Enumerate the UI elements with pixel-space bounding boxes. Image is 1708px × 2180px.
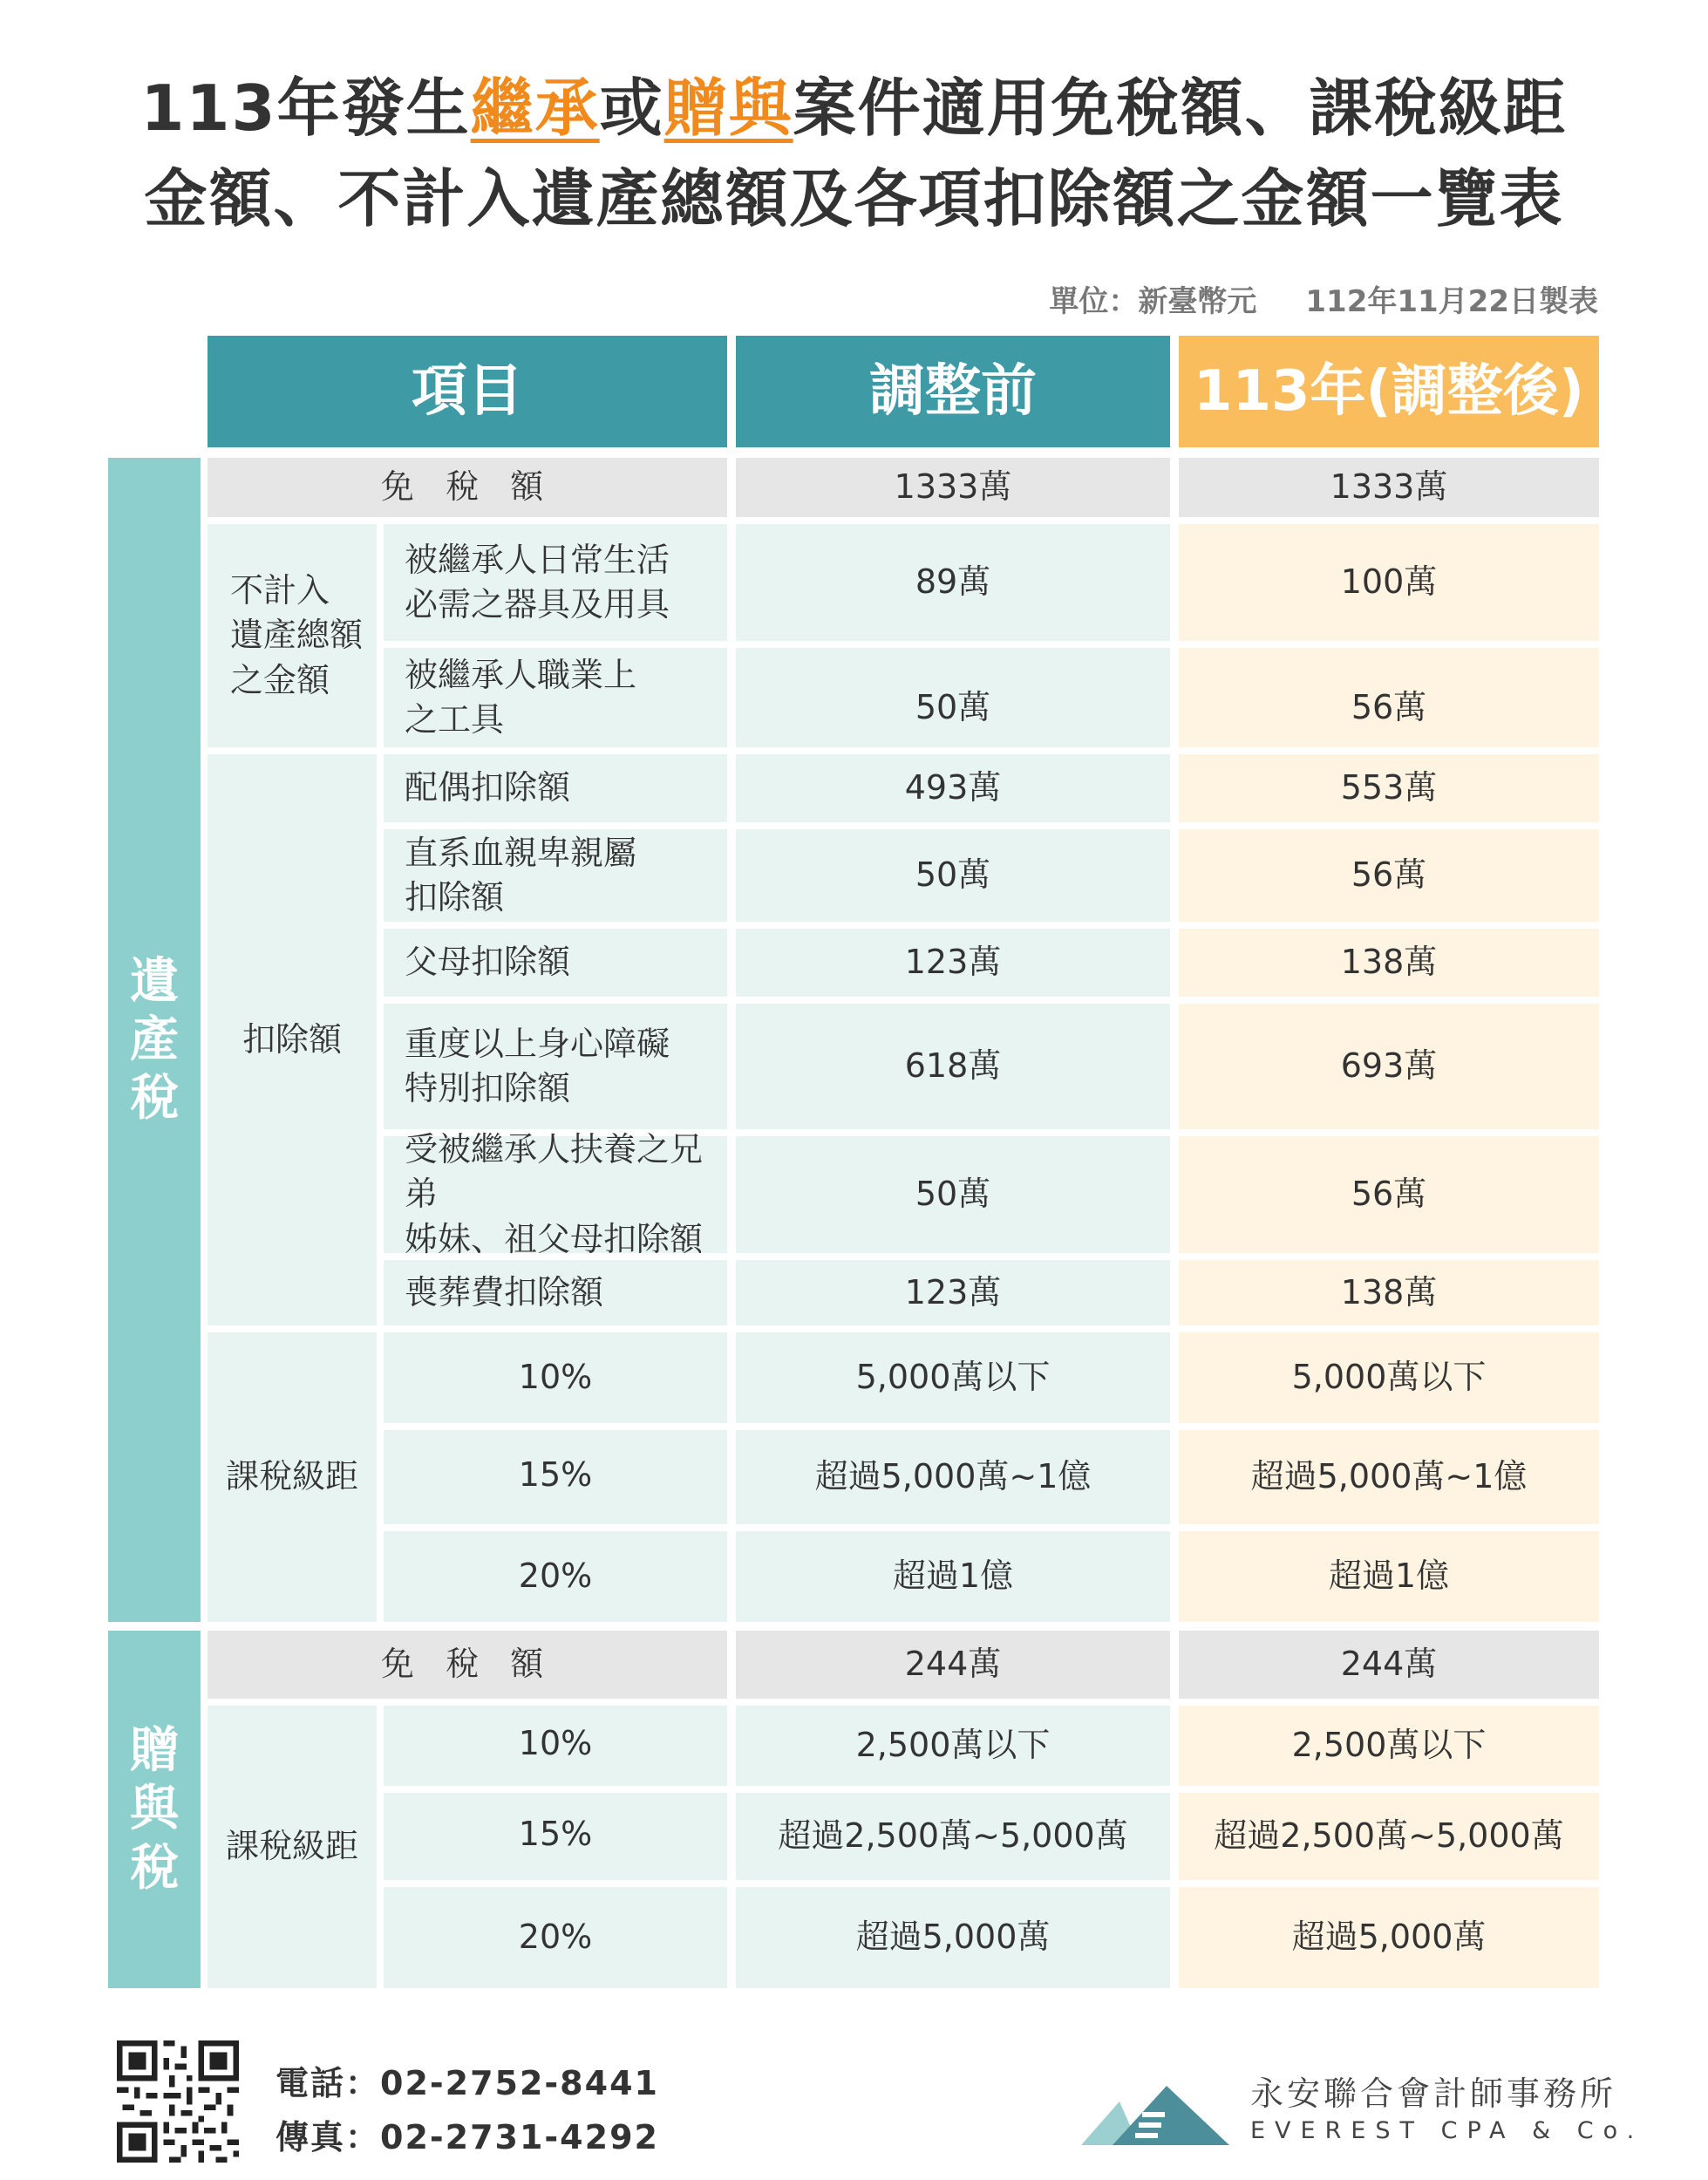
bracket-before: 超過1億 (736, 1531, 1170, 1622)
everest-logo-icon (1081, 2082, 1229, 2145)
bracket-after: 5,000萬以下 (1179, 1332, 1599, 1423)
deduction-row-after: 693萬 (1179, 1004, 1599, 1129)
deduction-row-label: 重度以上身心障礙 特別扣除額 (384, 1004, 727, 1129)
gift-bracket-rate: 15% (384, 1793, 727, 1880)
deduction-row-after: 56萬 (1179, 829, 1599, 922)
excluded-row-label: 被繼承人日常生活 必需之器具及用具 (384, 524, 727, 641)
deduction-row-before: 50萬 (736, 829, 1170, 922)
bracket-after: 超過5,000萬~1億 (1179, 1430, 1599, 1524)
page-title (0, 58, 1708, 148)
gift-exemption-before: 244萬 (736, 1631, 1170, 1699)
firm-name: 永安聯合會計師事務所 (1250, 2074, 1617, 2113)
excluded-row-after: 100萬 (1179, 524, 1599, 641)
title-part: 或 (599, 72, 664, 145)
deduction-row-before: 50萬 (736, 1136, 1170, 1253)
fax-number: 傳真：02-2731-4292 (276, 2118, 659, 2156)
header-after: 113年(調整後) (1179, 336, 1599, 447)
deduction-row-label: 配偶扣除額 (384, 754, 727, 822)
deduction-row-before: 618萬 (736, 1004, 1170, 1129)
deductions-group-label: 扣除額 (208, 754, 377, 1325)
estate-tax-band: 遺 產 稅 (108, 458, 201, 1622)
deduction-row-after: 56萬 (1179, 1136, 1599, 1253)
phone-number: 電話：02-2752-8441 (276, 2064, 659, 2102)
deduction-row-before: 493萬 (736, 754, 1170, 822)
header-item: 項目 (208, 336, 727, 447)
estate-exemption-before: 1333萬 (736, 458, 1170, 517)
firm-name-en: EVEREST CPA & Co. (1250, 2117, 1644, 2144)
estate-exemption-label: 免 稅 額 (208, 458, 727, 517)
title-highlight-gift: 贈與 (663, 72, 793, 145)
deduction-row-label: 父母扣除額 (384, 929, 727, 997)
gift-bracket-after: 2,500萬以下 (1179, 1706, 1599, 1786)
estate-brackets-label: 課稅級距 (208, 1332, 377, 1622)
gift-tax-band: 贈 與 稅 (108, 1631, 201, 1988)
bracket-rate: 15% (384, 1430, 727, 1524)
excluded-row-before: 50萬 (736, 648, 1170, 747)
excluded-row-after: 56萬 (1179, 648, 1599, 747)
gift-exemption-after: 244萬 (1179, 1631, 1599, 1699)
gift-brackets-label: 課稅級距 (208, 1706, 377, 1988)
bracket-rate: 20% (384, 1531, 727, 1622)
page-title-line2: 金額、不計入遺產總額及各項扣除額之金額一覽表 (144, 162, 1564, 235)
table-meta (1049, 277, 1598, 320)
bracket-after: 超過1億 (1179, 1531, 1599, 1622)
gift-bracket-before: 超過5,000萬 (736, 1887, 1170, 1988)
excluded-row-label: 被繼承人職業上 之工具 (384, 648, 727, 747)
estate-exemption-after: 1333萬 (1179, 458, 1599, 517)
deduction-row-label: 喪葬費扣除額 (384, 1260, 727, 1325)
deduction-row-after: 553萬 (1179, 754, 1599, 822)
bracket-rate: 10% (384, 1332, 727, 1423)
made-date: 112年11月22日製表 (1305, 284, 1598, 319)
title-part: 案件適用免稅額、課稅級距 (793, 72, 1568, 145)
gift-exemption-label: 免 稅 額 (208, 1631, 727, 1699)
gift-bracket-after: 超過5,000萬 (1179, 1887, 1599, 1988)
deduction-row-label: 直系血親卑親屬 扣除額 (384, 829, 727, 922)
deduction-row-before: 123萬 (736, 929, 1170, 997)
gift-bracket-rate: 20% (384, 1887, 727, 1988)
title-part: 113年發生 (140, 72, 471, 145)
qr-code-icon[interactable] (117, 2040, 239, 2163)
excluded-row-before: 89萬 (736, 524, 1170, 641)
excluded-group-label: 不計入 遺產總額 之金額 (208, 524, 377, 747)
gift-bracket-before: 2,500萬以下 (736, 1706, 1170, 1786)
bracket-before: 5,000萬以下 (736, 1332, 1170, 1423)
gift-bracket-after: 超過2,500萬~5,000萬 (1179, 1793, 1599, 1880)
deduction-row-after: 138萬 (1179, 1260, 1599, 1325)
header-before: 調整前 (736, 336, 1170, 447)
deduction-row-after: 138萬 (1179, 929, 1599, 997)
unit-note: 單位：新臺幣元 (1049, 284, 1257, 319)
bracket-before: 超過5,000萬~1億 (736, 1430, 1170, 1524)
title-highlight-inheritance: 繼承 (470, 72, 600, 145)
deduction-row-before: 123萬 (736, 1260, 1170, 1325)
gift-bracket-before: 超過2,500萬~5,000萬 (736, 1793, 1170, 1880)
deduction-row-label: 受被繼承人扶養之兄弟 姊妹、祖父母扣除額 (384, 1136, 727, 1253)
gift-bracket-rate: 10% (384, 1706, 727, 1786)
